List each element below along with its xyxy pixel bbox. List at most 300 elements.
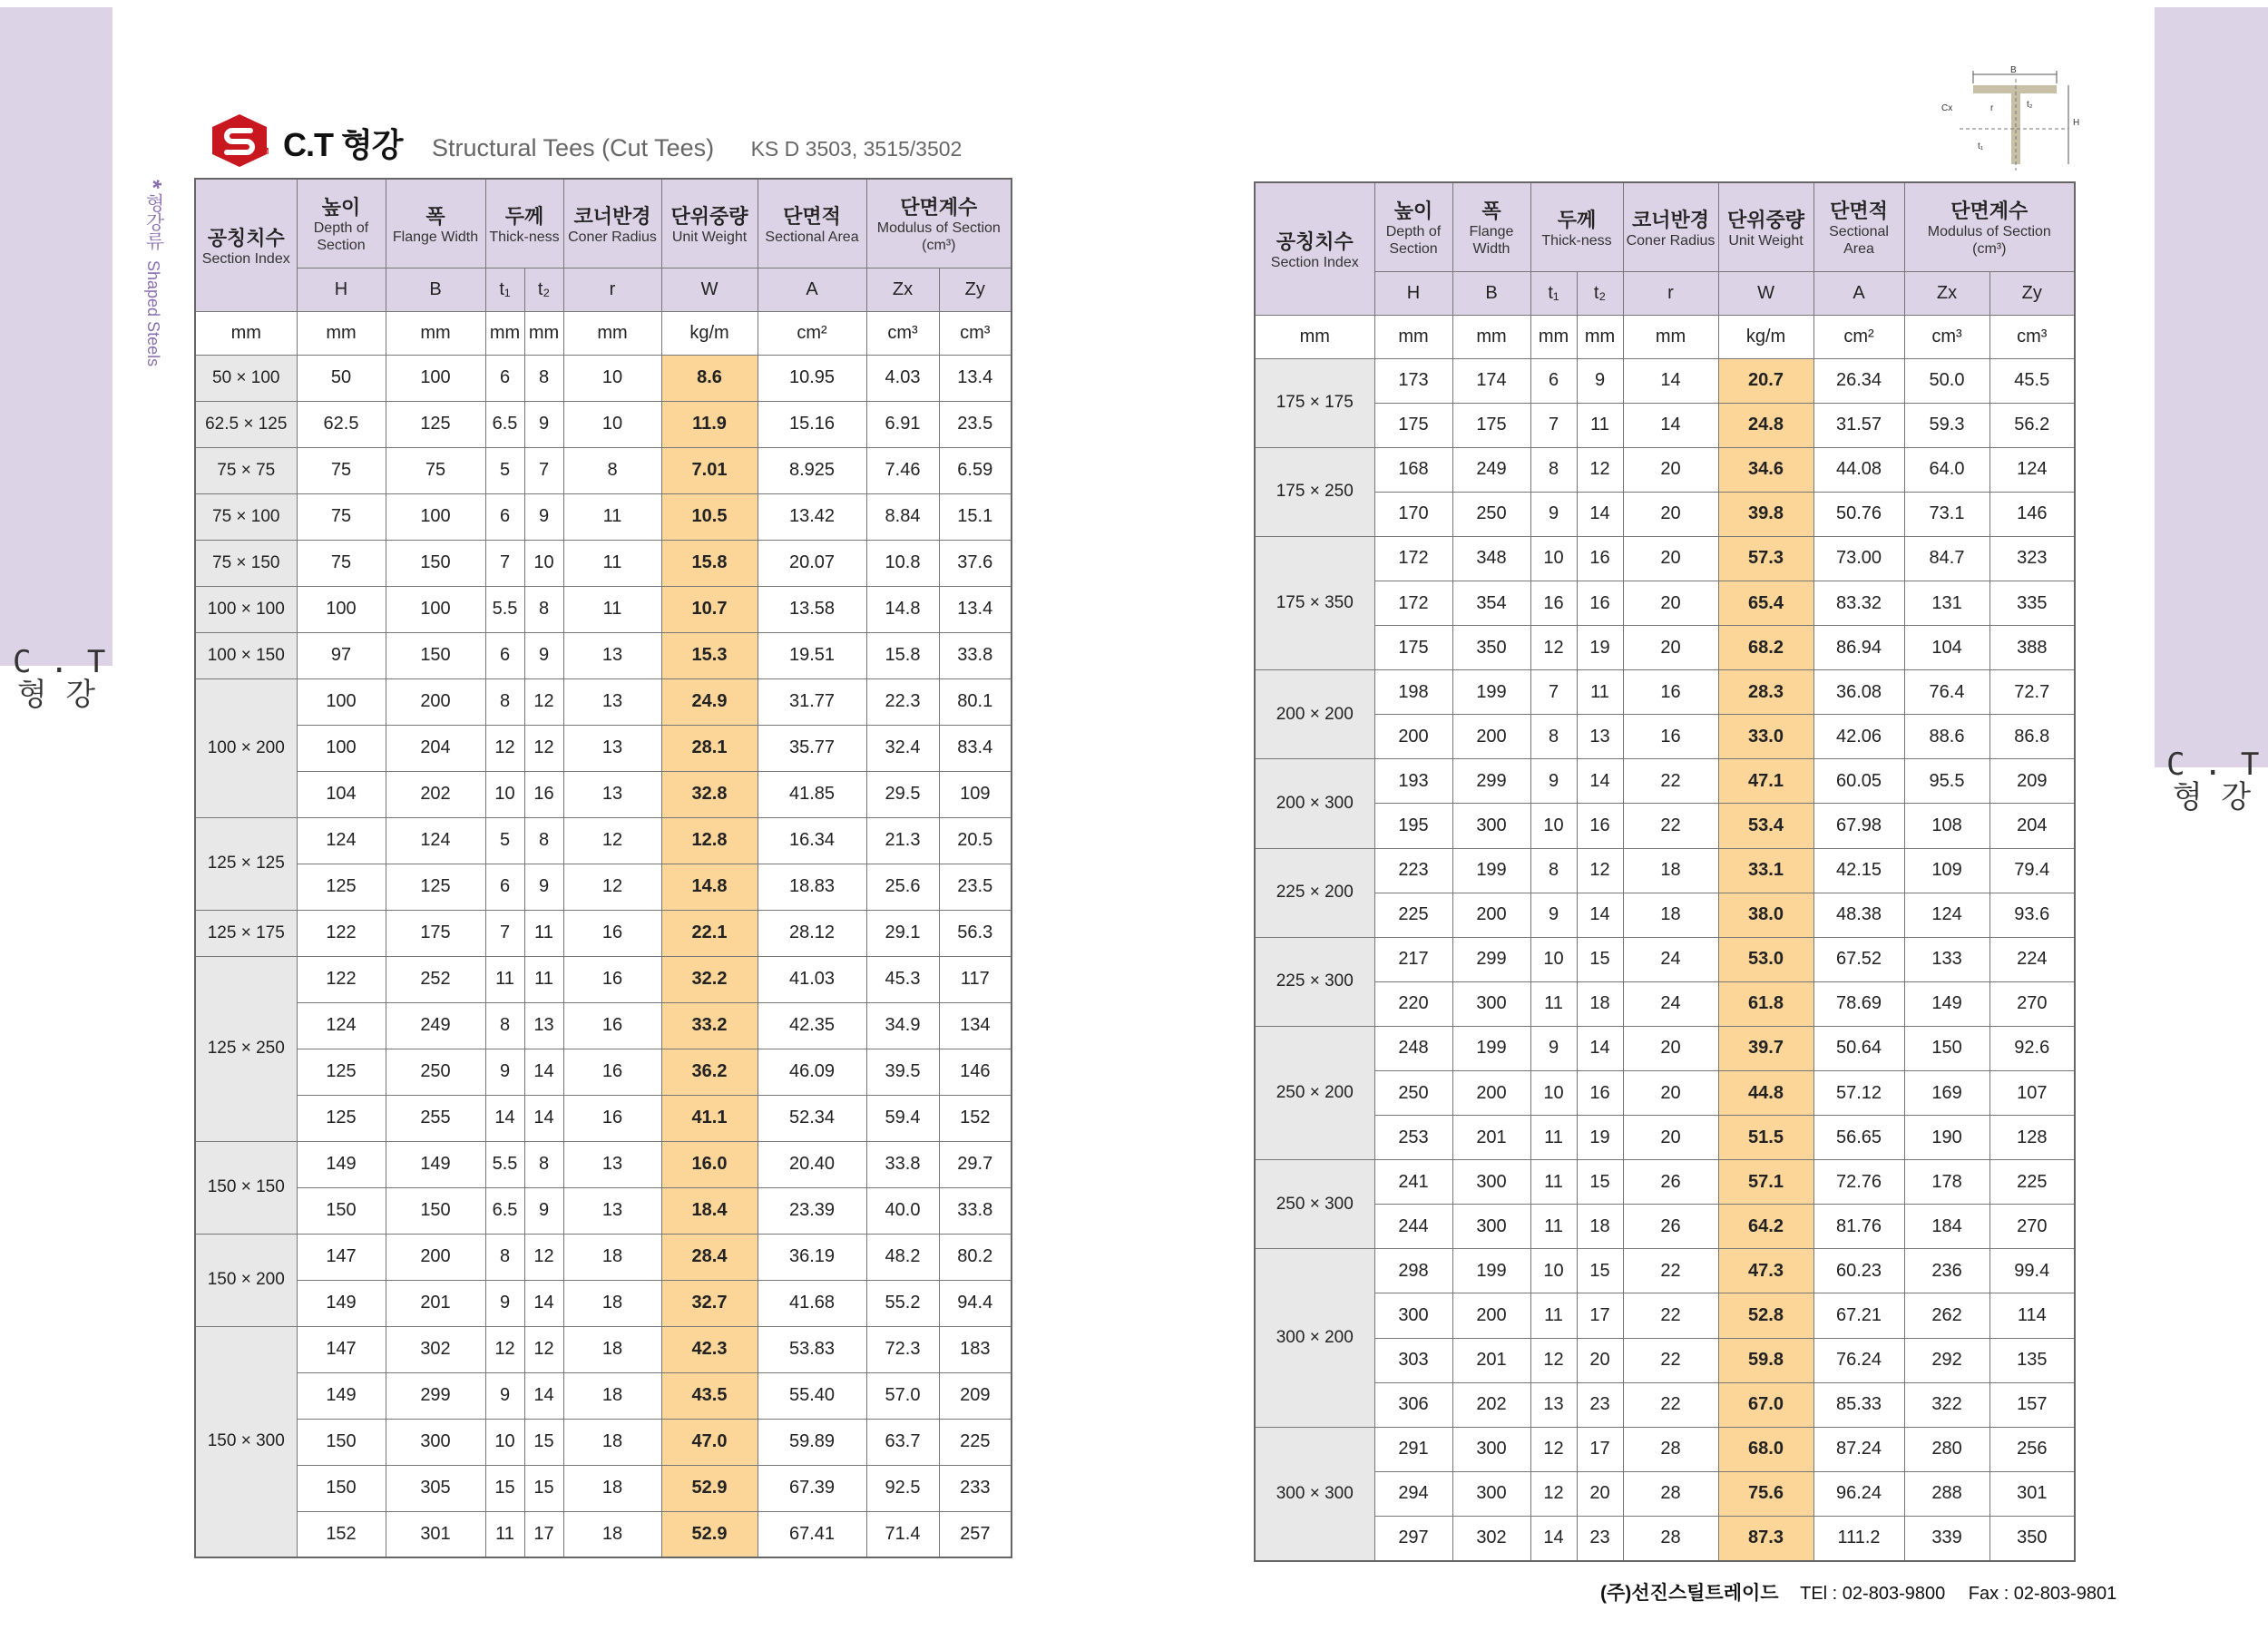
table-cell: 76.24 [1813,1338,1904,1382]
tee-section-diagram [1932,65,2087,174]
table-cell: 4.03 [866,355,939,401]
unit-cell: cm³ [939,311,1012,355]
header-section-index: 공칭치수 Section Index [1255,182,1374,315]
unit-weight-cell: 64.2 [1718,1205,1813,1249]
table-cell: 6 [485,632,524,678]
table-cell: 125 [297,864,386,910]
table-row [1255,492,2075,536]
table-cell: 16 [1577,804,1623,848]
table-cell: 20 [1623,581,1718,625]
unit-weight-cell: 39.8 [1718,492,1813,536]
table-row [1255,1471,2075,1516]
symbol-cell: t₁ [1530,271,1577,315]
symbol-cell: W [661,268,758,311]
table-cell: 20 [1577,1338,1623,1382]
table-cell: 303 [1374,1338,1452,1382]
table-cell: 11 [1530,1160,1577,1205]
table-cell: 169 [1904,1071,1989,1116]
table-cell: 17 [1577,1427,1623,1471]
table-cell: 322 [1904,1382,1989,1427]
table-cell: 209 [1989,759,2075,804]
table-cell: 256 [1989,1427,2075,1471]
table-cell: 56.65 [1813,1116,1904,1160]
table-cell: 80.1 [939,678,1012,725]
table-cell: 292 [1904,1338,1989,1382]
table-cell: 15.8 [866,632,939,678]
table-cell: 10 [485,1419,524,1465]
table-cell: 55.2 [866,1280,939,1326]
table-cell: 323 [1989,536,2075,581]
table-cell: 52.34 [758,1095,866,1141]
table-cell: 10 [1530,536,1577,581]
table-cell: 8 [1530,715,1577,759]
table-cell: 172 [1374,581,1452,625]
table-cell: 224 [1989,937,2075,981]
table-cell: 13.4 [939,586,1012,632]
table-cell: 157 [1989,1382,2075,1427]
table-cell: 201 [1452,1338,1530,1382]
table-row [1255,1516,2075,1560]
header-weight: 단위중량 Unit Weight [1718,182,1813,271]
table-cell: 11 [563,493,661,540]
table-cell: 11 [1530,1205,1577,1249]
table-cell: 99.4 [1989,1249,2075,1293]
table-cell: 204 [386,725,485,771]
unit-cell: cm² [1813,315,1904,358]
table-cell: 56.2 [1989,403,2075,447]
symbol-cell: Zy [1989,271,2075,315]
table-cell: 100 [297,725,386,771]
table-cell: 60.05 [1813,759,1904,804]
table-cell: 109 [1904,848,1989,893]
table-cell: 20 [1623,1116,1718,1160]
header-radius: 코너반경 Coner Radius [1623,182,1718,271]
table-row [1255,937,2075,981]
unit-weight-cell: 67.0 [1718,1382,1813,1427]
table-cell: 75 [297,493,386,540]
table-cell: 26 [1623,1160,1718,1205]
table-cell: 262 [1904,1293,1989,1338]
table-cell: 14 [524,1372,563,1419]
unit-weight-cell: 32.2 [661,956,758,1002]
section-index-cell: 150 × 300 [195,1326,297,1557]
unit-weight-cell: 20.7 [1718,358,1813,403]
unit-weight-cell: 36.2 [661,1049,758,1095]
table-cell: 184 [1904,1205,1989,1249]
side-tab-right-label: C . T 형 강 [2166,747,2260,816]
table-cell: 83.32 [1813,581,1904,625]
table-cell: 45.5 [1989,358,2075,403]
table-cell: 29.5 [866,771,939,817]
section-index-cell: 50 × 100 [195,355,297,401]
table-cell: 22 [1623,1293,1718,1338]
table-cell: 23 [1577,1382,1623,1427]
table-cell: 6 [485,493,524,540]
table-cell: 72.76 [1813,1160,1904,1205]
table-cell: 124 [1904,893,1989,937]
brand-logo [207,112,272,169]
table-cell: 11 [485,956,524,1002]
unit-cell: mm [1374,315,1452,358]
table-cell: 24 [1623,981,1718,1026]
table-cell: 300 [1452,1160,1530,1205]
table-row [1255,981,2075,1026]
table-cell: 257 [939,1511,1012,1557]
unit-cell: cm² [758,311,866,355]
table-cell: 125 [297,1095,386,1141]
header-area: 단면적 Sectional Area [1813,182,1904,271]
table-cell: 388 [1989,626,2075,670]
table-cell: 20 [1623,492,1718,536]
unit-weight-cell: 34.6 [1718,447,1813,492]
table-cell: 28 [1623,1471,1718,1516]
side-tab-right [2155,7,2268,767]
symbol-cell: t₂ [1577,271,1623,315]
unit-weight-cell: 47.0 [661,1419,758,1465]
table-cell: 13.58 [758,586,866,632]
table-cell: 104 [297,771,386,817]
table-cell: 15 [1577,1249,1623,1293]
table-cell: 12 [524,1326,563,1372]
table-cell: 13 [563,725,661,771]
unit-weight-cell: 8.6 [661,355,758,401]
table-cell: 12 [1530,1427,1577,1471]
unit-weight-cell: 24.9 [661,678,758,725]
section-index-cell: 175 × 350 [1255,536,1374,669]
table-cell: 20 [1623,536,1718,581]
table-row [1255,759,2075,804]
table-cell: 7 [1530,403,1577,447]
table-cell: 71.4 [866,1511,939,1557]
table-cell: 124 [1989,447,2075,492]
table-cell: 14 [485,1095,524,1141]
table-cell: 18.83 [758,864,866,910]
table-cell: 100 [386,586,485,632]
table-row [195,725,1012,771]
table-cell: 93.6 [1989,893,2075,937]
unit-weight-cell: 52.9 [661,1511,758,1557]
table-cell: 149 [297,1372,386,1419]
table-cell: 42.15 [1813,848,1904,893]
symbol-cell: B [1452,271,1530,315]
unit-cell: mm [1577,315,1623,358]
table-cell: 75 [297,540,386,586]
table-cell: 149 [297,1280,386,1326]
table-cell: 57.0 [866,1372,939,1419]
table-cell: 9 [524,493,563,540]
section-index-cell: 100 × 200 [195,678,297,817]
table-cell: 8 [485,1002,524,1049]
table-cell: 122 [297,910,386,956]
table-cell: 20.40 [758,1141,866,1187]
table-cell: 150 [386,632,485,678]
table-cell: 8.84 [866,493,939,540]
table-cell: 45.3 [866,956,939,1002]
table-cell: 19.51 [758,632,866,678]
table-cell: 150 [297,1187,386,1234]
table-cell: 57.12 [1813,1071,1904,1116]
table-cell: 202 [1452,1382,1530,1427]
table-cell: 146 [1989,492,2075,536]
table-cell: 10.8 [866,540,939,586]
table-row [195,1465,1012,1511]
unit-cell: mm [195,311,297,355]
unit-weight-cell: 53.4 [1718,804,1813,848]
table-cell: 60.23 [1813,1249,1904,1293]
table-cell: 22 [1623,1338,1718,1382]
table-cell: 252 [386,956,485,1002]
table-cell: 20 [1623,447,1718,492]
table-cell: 19 [1577,1116,1623,1160]
unit-weight-cell: 87.3 [1718,1516,1813,1560]
table-cell: 348 [1452,536,1530,581]
table-cell: 225 [1374,893,1452,937]
table-cell: 200 [1452,893,1530,937]
table-cell: 36.08 [1813,670,1904,715]
table-cell: 9 [1530,759,1577,804]
table-cell: 11 [1530,1116,1577,1160]
table-cell: 146 [939,1049,1012,1095]
table-cell: 111.2 [1813,1516,1904,1560]
table-cell: 199 [1452,848,1530,893]
table-row [195,1234,1012,1280]
table-cell: 11 [524,910,563,956]
table-cell: 20 [1623,626,1718,670]
table-cell: 72.7 [1989,670,2075,715]
table-cell: 20.07 [758,540,866,586]
table-cell: 18 [563,1372,661,1419]
table-cell: 150 [1904,1026,1989,1070]
table-cell: 17 [524,1511,563,1557]
table-cell: 92.6 [1989,1026,2075,1070]
table-cell: 220 [1374,981,1452,1026]
footer-contact [1600,1578,2116,1606]
table-cell: 11 [1530,1293,1577,1338]
table-cell: 12 [1577,447,1623,492]
table-cell: 124 [386,817,485,864]
table-cell: 39.5 [866,1049,939,1095]
table-cell: 62.5 [297,401,386,447]
table-cell: 15 [485,1465,524,1511]
table-cell: 56.3 [939,910,1012,956]
unit-weight-cell: 14.8 [661,864,758,910]
table-cell: 124 [297,817,386,864]
unit-weight-cell: 68.0 [1718,1427,1813,1471]
table-cell: 11 [485,1511,524,1557]
table-cell: 174 [1452,358,1530,403]
side-tab-left [0,7,112,666]
table-cell: 10 [563,401,661,447]
table-row [195,1002,1012,1049]
table-cell: 135 [1989,1338,2075,1382]
table-cell: 5.5 [485,1141,524,1187]
table-cell: 33.8 [939,1187,1012,1234]
diagram-label-h: H [2073,118,2080,128]
table-cell: 6 [1530,358,1577,403]
table-cell: 152 [939,1095,1012,1141]
table-cell: 41.03 [758,956,866,1002]
diagram-label-b: B [2010,65,2017,75]
table-cell: 217 [1374,937,1452,981]
table-cell: 23.5 [939,401,1012,447]
table-cell: 18 [563,1326,661,1372]
table-cell: 253 [1374,1116,1452,1160]
table-row [1255,1249,2075,1293]
header-flange: 폭 Flange Width [386,179,485,268]
title-standard: KS D 3503, 3515/3502 [750,137,963,161]
table-row [195,956,1012,1002]
table-cell: 298 [1374,1249,1452,1293]
header-modulus: 단면계수 Modulus of Section (cm³) [866,179,1012,268]
table-cell: 13 [563,1187,661,1234]
table-cell: 59.89 [758,1419,866,1465]
table-cell: 76.4 [1904,670,1989,715]
table-row [1255,626,2075,670]
symbol-cell: Zx [866,268,939,311]
table-cell: 67.98 [1813,804,1904,848]
table-cell: 183 [939,1326,1012,1372]
unit-cell: mm [1452,315,1530,358]
table-cell: 50.76 [1813,492,1904,536]
unit-weight-cell: 10.7 [661,586,758,632]
table-cell: 288 [1904,1471,1989,1516]
table-cell: 9 [1530,492,1577,536]
table-cell: 299 [1452,759,1530,804]
table-cell: 20 [1623,1026,1718,1070]
table-cell: 300 [386,1419,485,1465]
table-cell: 124 [297,1002,386,1049]
table-cell: 96.24 [1813,1471,1904,1516]
side-tab-left-label: C . T 형 강 [13,644,106,714]
section-index-cell: 175 × 250 [1255,447,1374,536]
table-cell: 18 [1623,893,1718,937]
table-cell: 84.7 [1904,536,1989,581]
table-cell: 50.0 [1904,358,1989,403]
unit-weight-cell: 41.1 [661,1095,758,1141]
table-cell: 236 [1904,1249,1989,1293]
table-cell: 46.09 [758,1049,866,1095]
table-row [195,586,1012,632]
symbol-cell: H [1374,271,1452,315]
table-cell: 299 [386,1372,485,1419]
symbol-cell: t₁ [485,268,524,311]
table-cell: 173 [1374,358,1452,403]
table-cell: 168 [1374,447,1452,492]
unit-weight-cell: 52.8 [1718,1293,1813,1338]
table-cell: 250 [1452,492,1530,536]
table-cell: 149 [386,1141,485,1187]
table-row [195,355,1012,401]
spec-table-left [194,178,1012,1558]
table-row [195,678,1012,725]
table-row [195,910,1012,956]
table-cell: 32.4 [866,725,939,771]
table-cell: 198 [1374,670,1452,715]
table-cell: 14 [1623,403,1718,447]
unit-weight-cell: 53.0 [1718,937,1813,981]
table-cell: 14 [1577,759,1623,804]
table-cell: 8 [1530,848,1577,893]
table-cell: 86.94 [1813,626,1904,670]
table-cell: 9 [524,632,563,678]
unit-cell: mm [524,311,563,355]
table-cell: 20 [1623,1071,1718,1116]
table-cell: 83.4 [939,725,1012,771]
table-cell: 17 [1577,1293,1623,1338]
table-cell: 117 [939,956,1012,1002]
table-row [195,1187,1012,1234]
table-cell: 149 [297,1141,386,1187]
table-row [195,1049,1012,1095]
table-cell: 97 [297,632,386,678]
table-cell: 20.5 [939,817,1012,864]
table-cell: 14 [524,1095,563,1141]
table-cell: 20 [1577,1471,1623,1516]
table-cell: 125 [297,1049,386,1095]
section-index-cell: 200 × 200 [1255,670,1374,759]
table-cell: 21.3 [866,817,939,864]
table-cell: 300 [1452,981,1530,1026]
unit-weight-cell: 39.7 [1718,1026,1813,1070]
table-cell: 131 [1904,581,1989,625]
symbol-cell: r [563,268,661,311]
table-cell: 37.6 [939,540,1012,586]
table-cell: 300 [1452,1205,1530,1249]
unit-weight-cell: 24.8 [1718,403,1813,447]
table-row [1255,893,2075,937]
table-cell: 152 [297,1511,386,1557]
table-cell: 107 [1989,1071,2075,1116]
header-depth: 높이 Depth of Section [1374,182,1452,271]
table-cell: 201 [386,1280,485,1326]
table-cell: 26.34 [1813,358,1904,403]
table-cell: 100 [386,355,485,401]
table-cell: 14 [524,1049,563,1095]
table-cell: 73.1 [1904,492,1989,536]
table-cell: 7 [485,540,524,586]
table-cell: 12 [485,1326,524,1372]
table-cell: 175 [386,910,485,956]
table-cell: 67.39 [758,1465,866,1511]
table-cell: 300 [1452,804,1530,848]
table-cell: 199 [1452,670,1530,715]
table-row [195,632,1012,678]
table-row [1255,536,2075,581]
table-cell: 11 [1577,403,1623,447]
table-cell: 7 [1530,670,1577,715]
symbol-cell: Zy [939,268,1012,311]
table-cell: 53.83 [758,1326,866,1372]
table-cell: 350 [1989,1516,2075,1560]
table-cell: 13.4 [939,355,1012,401]
table-cell: 16 [1623,715,1718,759]
table-cell: 24 [1623,937,1718,981]
table-cell: 14 [1577,893,1623,937]
table-cell: 6.59 [939,447,1012,493]
table-cell: 299 [1452,937,1530,981]
table-cell: 11 [563,586,661,632]
table-cell: 12 [1530,626,1577,670]
table-cell: 9 [524,864,563,910]
table-cell: 6 [485,355,524,401]
unit-cell: kg/m [1718,315,1813,358]
section-index-cell: 250 × 200 [1255,1026,1374,1159]
table-cell: 10 [1530,1071,1577,1116]
unit-weight-cell: 57.3 [1718,536,1813,581]
table-row [195,864,1012,910]
unit-cell: mm [386,311,485,355]
unit-weight-cell: 38.0 [1718,893,1813,937]
